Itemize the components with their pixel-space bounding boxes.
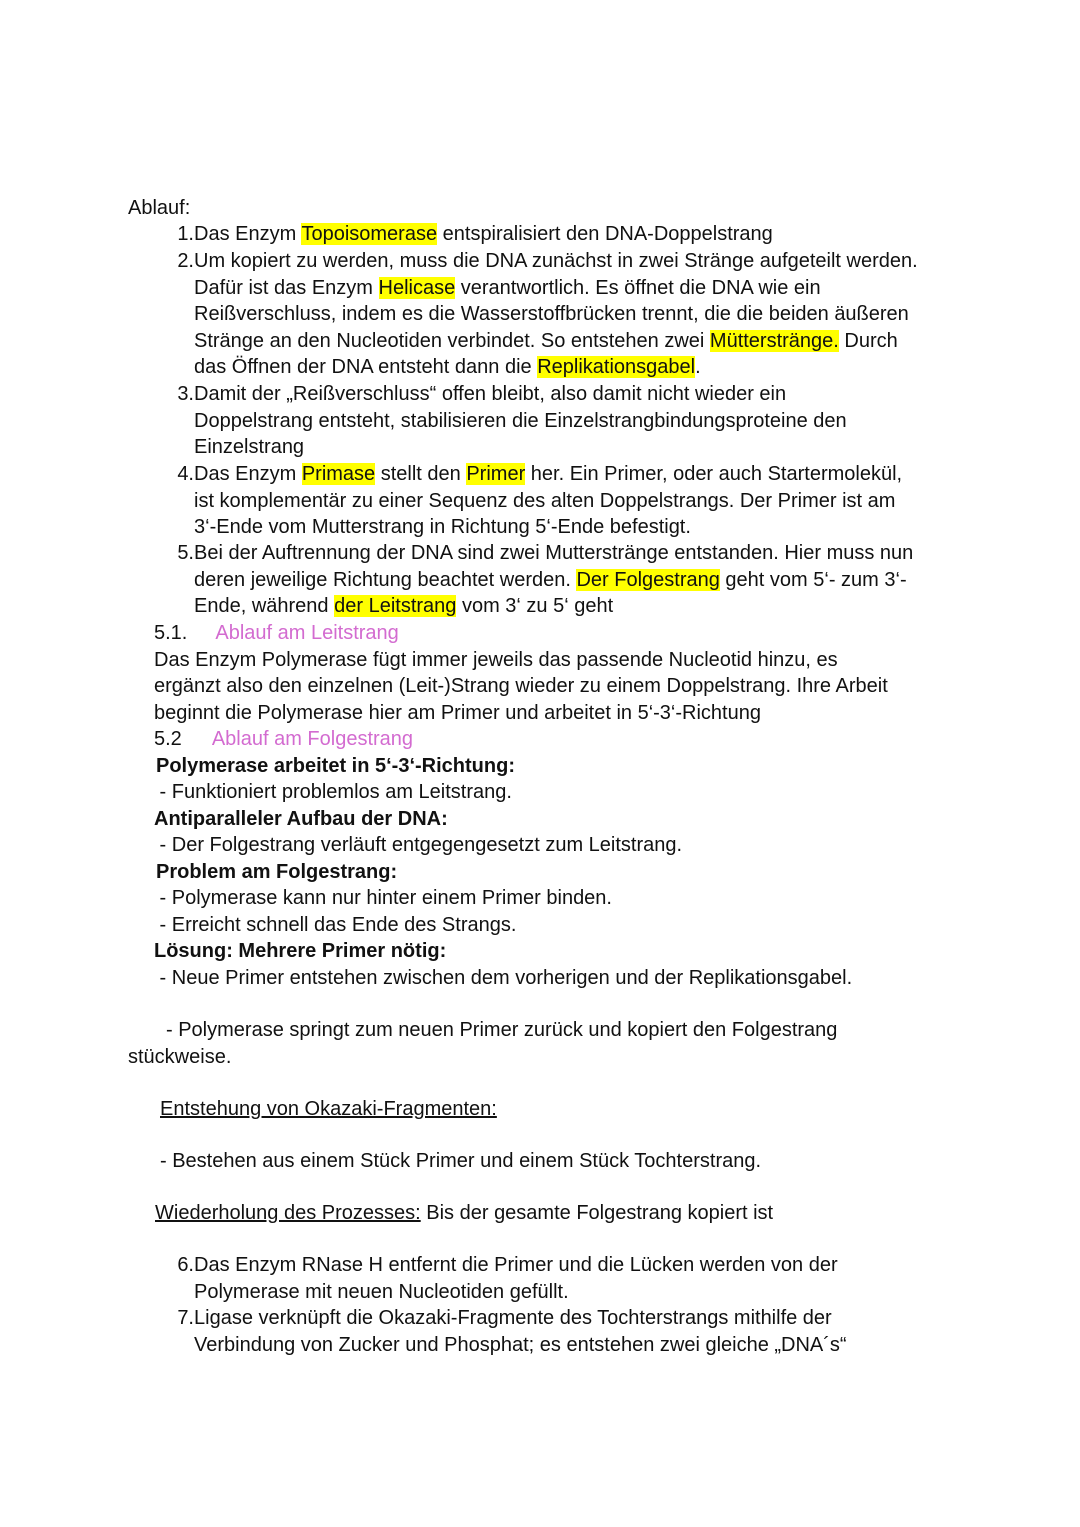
wiederholung-line: Wiederholung des Prozesses: Bis der gesamte Folgestrang kopiert ist — [155, 1202, 774, 1224]
list-number: 3. — [177, 383, 194, 405]
list-number: 5. — [177, 542, 194, 564]
list-number: 1. — [177, 223, 194, 245]
bold-heading: Polymerase arbeitet in 5‘-3‘-Richtung: — [156, 754, 515, 777]
okazaki-text: - Bestehen aus einem Stück Primer und einem Stück Tochterstrang. — [160, 1150, 762, 1172]
list-number: 7. — [177, 1307, 194, 1329]
section-5-2: 5.2 Ablauf am Folgestrang Polymerase arbeitet in 5‘-3‘-Richtung: - Funktioniert problemlos am Leitstrang. Antiparalleler Aufbau der DNA: - Der Folgestrang verläuft entgegengesetzt zum Leitstrang. Problem am Folgestrang: - Polymerase kann nur hinter einem Primer binden. - Erreicht schnell das Ende des Strangs. Lösung: Mehrere Primer nötig: - Neue Primer entstehen zwischen dem vorherigen und der Replikationsgabel. — [154, 728, 853, 989]
highlight-primase: Primase — [301, 463, 376, 485]
list-number: 6. — [177, 1254, 194, 1276]
section-title: Ablauf am Folgestrang — [211, 728, 414, 750]
highlight-folgestrang: Der Folgestrang — [576, 568, 720, 591]
highlight-topoisomerase: Topoisomerase — [301, 223, 438, 245]
section-title: Ablauf am Leitstrang — [215, 622, 399, 644]
highlight-leitstrang: der Leitstrang — [334, 595, 457, 617]
section-number: 5.1. — [154, 622, 188, 644]
okazaki-heading: Entstehung von Okazaki-Fragmenten: — [160, 1098, 497, 1120]
section-5-1: 5.1. Ablauf am Leitstrang Das Enzym Polymerase fügt immer jeweils das passende Nucleotid hinzu, es ergänzt also den einzelnen (Leit-)Strang wieder zu einem Doppelstrang. Ihre Arbeit beginnt die Polymerase hier am Primer und arbeitet in 5‘-3‘-Richtung — [154, 622, 888, 724]
highlight-primer: Primer — [466, 463, 526, 485]
section-number: 5.2 — [154, 728, 182, 750]
paragraph-springt: - Polymerase springt zum neuen Primer zurück und kopiert den Folgestrang stückweise. — [128, 1019, 838, 1068]
bold-heading: Antiparalleler Aufbau der DNA: — [154, 807, 448, 830]
bold-heading: Lösung: Mehrere Primer nötig: — [154, 940, 447, 962]
list-number: 4. — [177, 463, 194, 485]
highlight-muetterstraenge: Mütterstränge. — [709, 329, 839, 352]
bold-heading: Problem am Folgestrang: — [156, 860, 398, 883]
heading-ablauf: Ablauf: — [128, 197, 191, 219]
highlight-replikationsgabel: Replikationsgabel — [537, 356, 696, 378]
document-page: Ablauf: 1. Das Enzym Topoisomerase entspiralisiert den DNA-Doppelstrang 2. Um kopiert zu werden, muss die DNA zunächst in zwei Stränge aufgeteilt werden. Dafür ist das Enzym Helicase verantwortlich. Es öffnet die DNA wie ein Reißverschluss, indem es die Wasserstoffbrücken trennt, die die beiden äußeren Stränge an den Nucleotiden verbindet. So entstehen zwei Mütterstränge. Durch das Öffnen der DNA entsteht dann die Replikationsgabel. 3. Damit der „Reißverschluss“ offen bleibt, also damit nicht wieder ein Doppelstrang entsteht, stabilisieren die Einzelstrangbindungsproteine den Einzelstrang 4. Das Enzym Primase stellt den Primer her. Ein Primer, oder auch Startermolekül, ist komplementär zu einer Sequenz des alten Doppelstrangs. Der Primer ist am 3‘-Ende vom Mutterstrang in Richtung 5‘-Ende befestigt. 5. Bei der Auftrennung der DNA sind zwei Mutterstränge entstanden. Hier muss nun deren jeweilige Richtung beachtet werden. Der Folgestrang geht vom 5‘- zum 3‘- Ende, während der Leitstrang vom 3‘ zu 5‘ geht 5.1. Ablauf am Leitstrang Das Enzym Polymerase fügt immer jeweils das passende Nucleotid hinzu, es ergänzt also den einzelnen (Leit-)Strang wieder zu einem Doppelstrang. Ihre Arbeit beginnt die Polymerase hier am Primer und arbeitet in 5‘-3‘-Richtung 5.2 Ablauf am Folgestrang Polymerase arbeitet in 5‘-3‘-Richtung: - Funktioniert problemlos am Leitstrang. Antiparalleler Aufbau der DNA: - Der Folgestrang verläuft entgegengesetzt zum Leitstrang. Problem am Folgestrang: - Polymerase kann nur hinter einem Primer binden. - Erreicht schnell das Ende des Strangs. Lösung: Mehrere Primer nötig: - Neue Primer entstehen zwischen dem vorherigen und der Replikationsgabel. - Polymerase springt zum neuen Primer zurück und kopiert den Folgestrang stückweise. Entstehung von Okazaki-Fragmenten: - Bestehen aus einem Stück Primer und einem Stück Tochterstrang. Wiederholung des Prozesses: Bis der gesamte Folgestrang kopiert ist 6. Das Enzym RNase H entfernt die Primer und die Lücken werden von der Polymerase mit neuen Nucleotiden gefüllt. 7. Ligase verknüpft die Okazaki-Fragmente des Tochterstrangs mithilfe der Verbindung von Zucker und Phosphat; es entstehen zwei gleiche „DNA´s“ — [128, 197, 918, 1356]
highlight-helicase: Helicase — [378, 276, 456, 299]
list-number: 2. — [177, 250, 194, 272]
